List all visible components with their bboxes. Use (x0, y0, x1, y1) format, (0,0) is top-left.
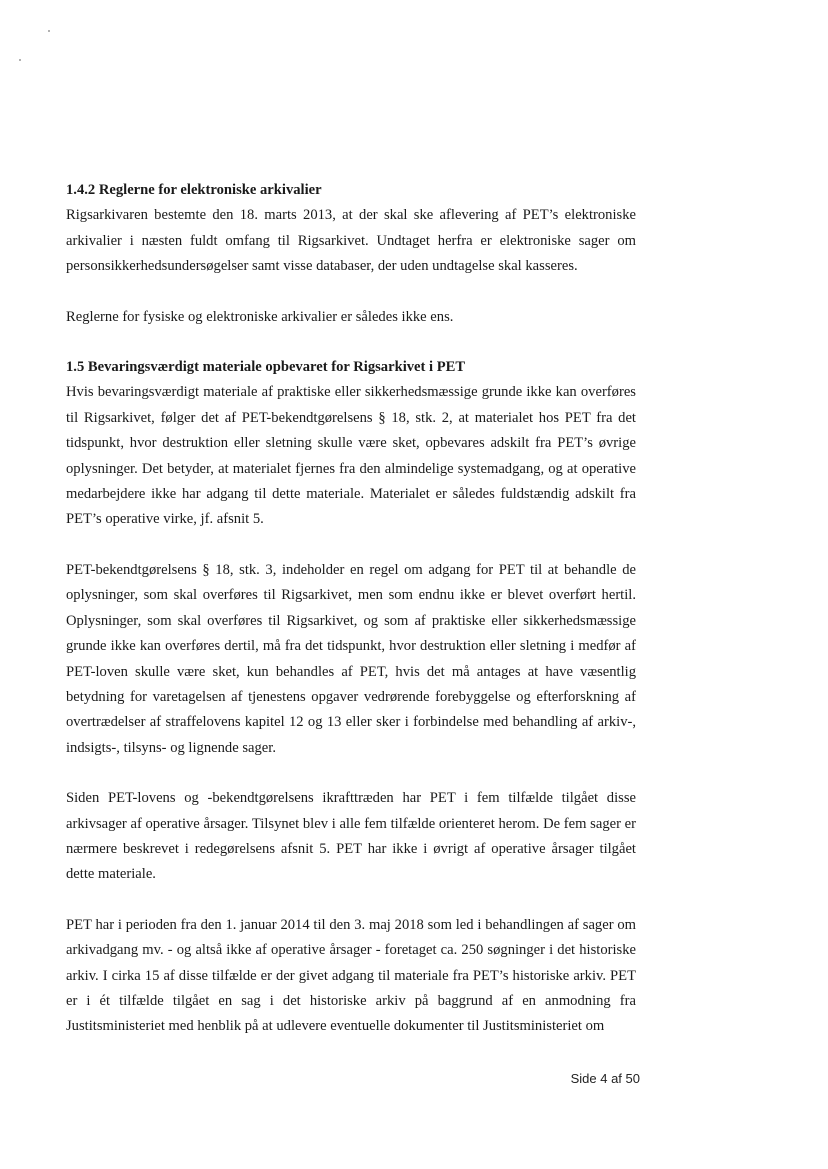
scan-speck (48, 30, 50, 32)
document-body (66, 178, 636, 1040)
paragraph: Rigsarkivaren bestemte den 18. marts 2013, at der skal ske aflevering af PET’s elektroniske arkivalier i næsten fuldt omfang til Rigsarkivet. Undtaget herfra er elektroniske sager om personsikkerhedsundersøgelser samt visse databaser, der uden undtagelse skal kasseres. (66, 207, 636, 275)
paragraph: Siden PET-lovens og -bekendtgørelsens ikrafttræden har PET i fem tilfælde tilgået disse arkivsager af operative årsager. Tilsynet blev i alle fem tilfælde orienteret herom. De fem sager er nærmere beskrevet i redegørelsens afsnit 5. PET har ikke i øvrigt af operative årsager tilgået dette materiale. (66, 790, 636, 883)
page-number: Side 4 af 50 (570, 1071, 640, 1086)
paragraph: PET har i perioden fra den 1. januar 2014 til den 3. maj 2018 som led i behandlingen af sager om arkivadgang mv. - og altså ikke af operative årsager - foretaget ca. 250 søgninger i det historiske arkiv. I cirka 15 af disse tilfælde er der givet adgang til materiale fra PET’s historiske arkiv. PET er i ét tilfælde tilgået en sag i det historiske arkiv på baggrund af en anmodning fra Justitsministeriet med henblik på at udlevere eventuelle dokumenter til Justitsministeriet om (66, 916, 636, 1035)
section-heading-1-5: 1.5 Bevaringsværdigt materiale opbevaret for Rigsarkivet i PET (66, 359, 466, 376)
paragraph: Reglerne for fysiske og elektroniske arkivalier er således ikke ens. (66, 308, 454, 325)
section-heading-1-4-2: 1.4.2 Reglerne for elektroniske arkivalier (66, 182, 322, 198)
paragraph: PET-bekendtgørelsens § 18, stk. 3, indeholder en regel om adgang for PET til at behandle de oplysninger, som skal overføres til Rigsarkivet, men som endnu ikke er blevet overført hertil. Oplysninger, som skal overføres til Rigsarkivet, og som af praktiske eller sikkerhedsmæssige grunde ikke kan overføres dertil, må fra det tidspunkt, hvor destruktion eller sletning i medfør af PET-loven skulle være sket, kun behandles af PET, hvis det må antages at have væsentlig betydning for varetagelsen af tjenestens opgaver vedrørende forebyggelse og efterforskning af overtrædelser af straffelovens kapitel 12 og 13 eller sker i forbindelse med behandling af arkiv-, indsigts-, tilsyns- og lignende sager. (66, 561, 636, 756)
scan-speck (19, 59, 21, 61)
paragraph: Hvis bevaringsværdigt materiale af praktiske eller sikkerhedsmæssige grunde ikke kan overføres til Rigsarkivet, følger det af PET-bekendtgørelsens § 18, stk. 2, at materialet hos PET fra det tidspunkt, hvor destruktion eller sletning skulle være sket, opbevares adskilt fra PET’s øvrige oplysninger. Det betyder, at materialet fjernes fra den almindelige systemadgang, og at operative medarbejdere ikke har adgang til dette materiale. Materialet er således fuldstændig adskilt fra PET’s operative virke, jf. afsnit 5. (66, 384, 636, 528)
